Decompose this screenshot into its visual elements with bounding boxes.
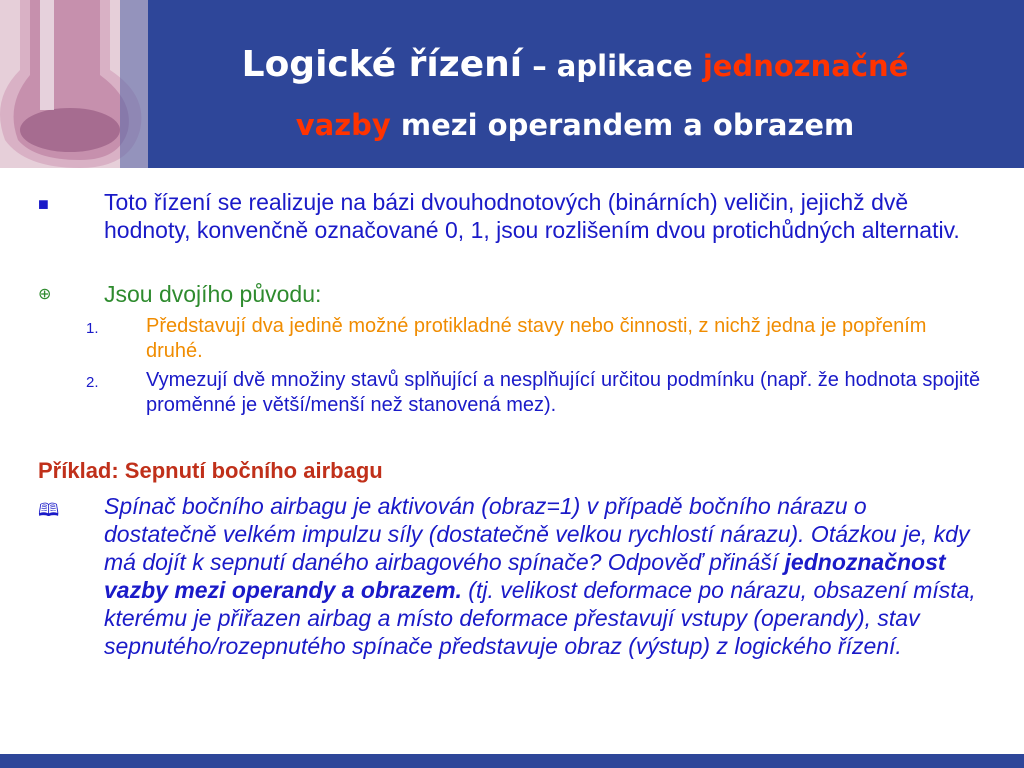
title-connector: – aplikace xyxy=(522,49,703,83)
sub-1-number: 1. xyxy=(86,320,99,337)
flask-illustration xyxy=(0,0,148,168)
bullet-1-text: Toto řízení se realizuje na bázi dvouhodnotových (binárních) veličin, jejichž dvě hodnoty, konvenčně označované 0, 1, jsou rozlišením dvou protichůdných alternativ. xyxy=(104,189,960,243)
title-highlight-2: vazby xyxy=(295,108,391,142)
wedge-bullet-icon: ⊕ xyxy=(38,286,52,303)
flask-image xyxy=(0,0,148,168)
title-main: Logické řízení xyxy=(241,44,523,85)
example-text xyxy=(104,492,984,660)
example-heading: Příklad: Sepnutí bočního airbagu xyxy=(38,458,383,483)
slide-title xyxy=(160,38,990,157)
book-bullet-icon: 🕮 xyxy=(38,500,60,520)
title-rest: mezi operandem a obrazem xyxy=(390,108,855,142)
square-bullet-icon: ■ xyxy=(38,194,49,214)
title-bar xyxy=(0,0,1024,168)
sub-2-text: Vymezují dvě množiny stavů splňující a nesplňující určitou podmínku (např. že hodnota spojitě proměnné je větší/menší než stanovená mez). xyxy=(146,369,981,416)
example-text-bold: jednoznačnost vazby mezi operandy a obrazem. xyxy=(104,549,946,603)
sub-2-number: 2. xyxy=(86,374,99,391)
footer-bar xyxy=(0,754,1024,768)
bullet-2-text: Jsou dvojího původu: xyxy=(104,281,322,307)
sub-1-text: Představují dva jedině možné protikladné stavy nebo činnosti, z nichž jedna je popřením druhé. xyxy=(146,315,927,362)
example-text-part-1: Spínač bočního airbagu je aktivován (obraz=1) v případě bočního nárazu o dostatečně velkém impulzu síly (dostatečně velkou rychlostí nárazu). Otázkou je, kdy má dojít k sepnutí daného airbagového spínače? Odpověď přináší xyxy=(104,493,970,575)
example-text-part-2: (tj. velikost deformace po nárazu, obsazení místa, kterému je přiřazen airbag a místo deformace přestavují vstupy (operandy), stav sepnutého/rozepnutého spínače představuje obraz (výstup) z logického řízení. xyxy=(104,577,976,659)
title-highlight-1: jednoznačné xyxy=(702,49,909,83)
